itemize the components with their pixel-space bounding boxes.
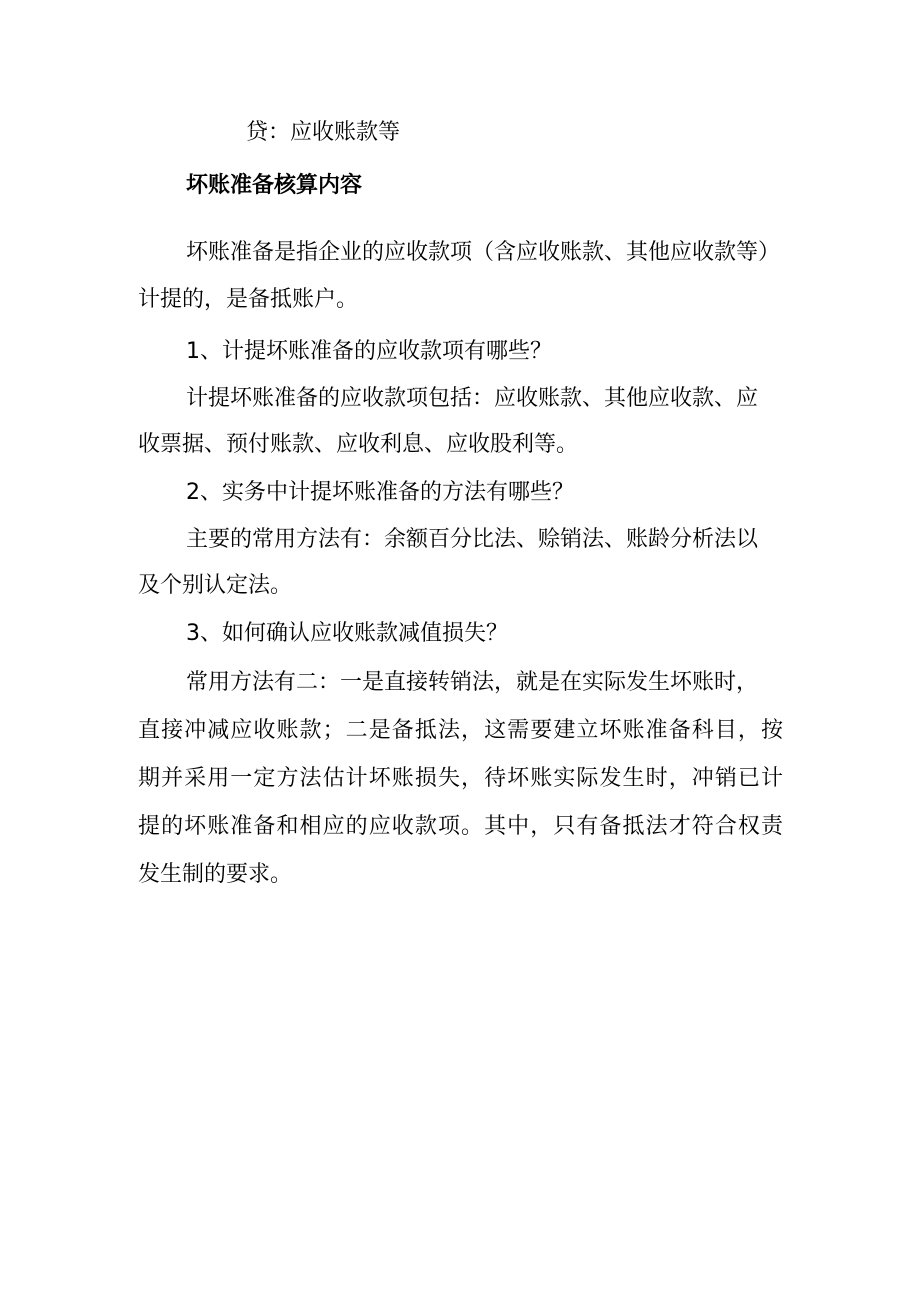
- answer-2-line-1: 主要的常用方法有：余额百分比法、赊销法、账龄分析法以: [186, 527, 759, 552]
- answer-3-line-1: 常用方法有二：一是直接转销法，就是在实际发生坏账时，: [186, 670, 759, 695]
- answer-3-line-4: 提的坏账准备和相应的应收款项。其中，只有备抵法才符合权责: [138, 814, 783, 839]
- answer-3-line-2: 直接冲减应收账款；二是备抵法，这需要建立坏账准备科目，按: [138, 718, 783, 743]
- credit-entry-line: 贷：应收账款等: [246, 120, 401, 145]
- answer-3-line-3: 期并采用一定方法估计坏账损失，待坏账实际发生时，冲销已计: [138, 766, 783, 791]
- section-heading: 坏账准备核算内容: [186, 173, 363, 198]
- answer-3-line-5: 发生制的要求。: [138, 862, 293, 887]
- question-1: 1、计提坏账准备的应收款项有哪些？: [186, 339, 552, 364]
- definition-line-1: 坏账准备是指企业的应收款项（含应收账款、其他应收款等）: [186, 240, 781, 265]
- question-2: 2、实务中计提坏账准备的方法有哪些？: [186, 480, 574, 505]
- answer-2-line-2: 及个别认定法。: [138, 573, 293, 598]
- question-3: 3、如何确认应收账款减值损失？: [186, 621, 508, 646]
- definition-line-2: 计提的，是备抵账户。: [138, 287, 359, 312]
- answer-1-line-1: 计提坏账准备的应收款项包括：应收账款、其他应收款、应: [186, 386, 759, 411]
- answer-1-line-2: 收票据、预付账款、应收利息、应收股利等。: [138, 432, 579, 457]
